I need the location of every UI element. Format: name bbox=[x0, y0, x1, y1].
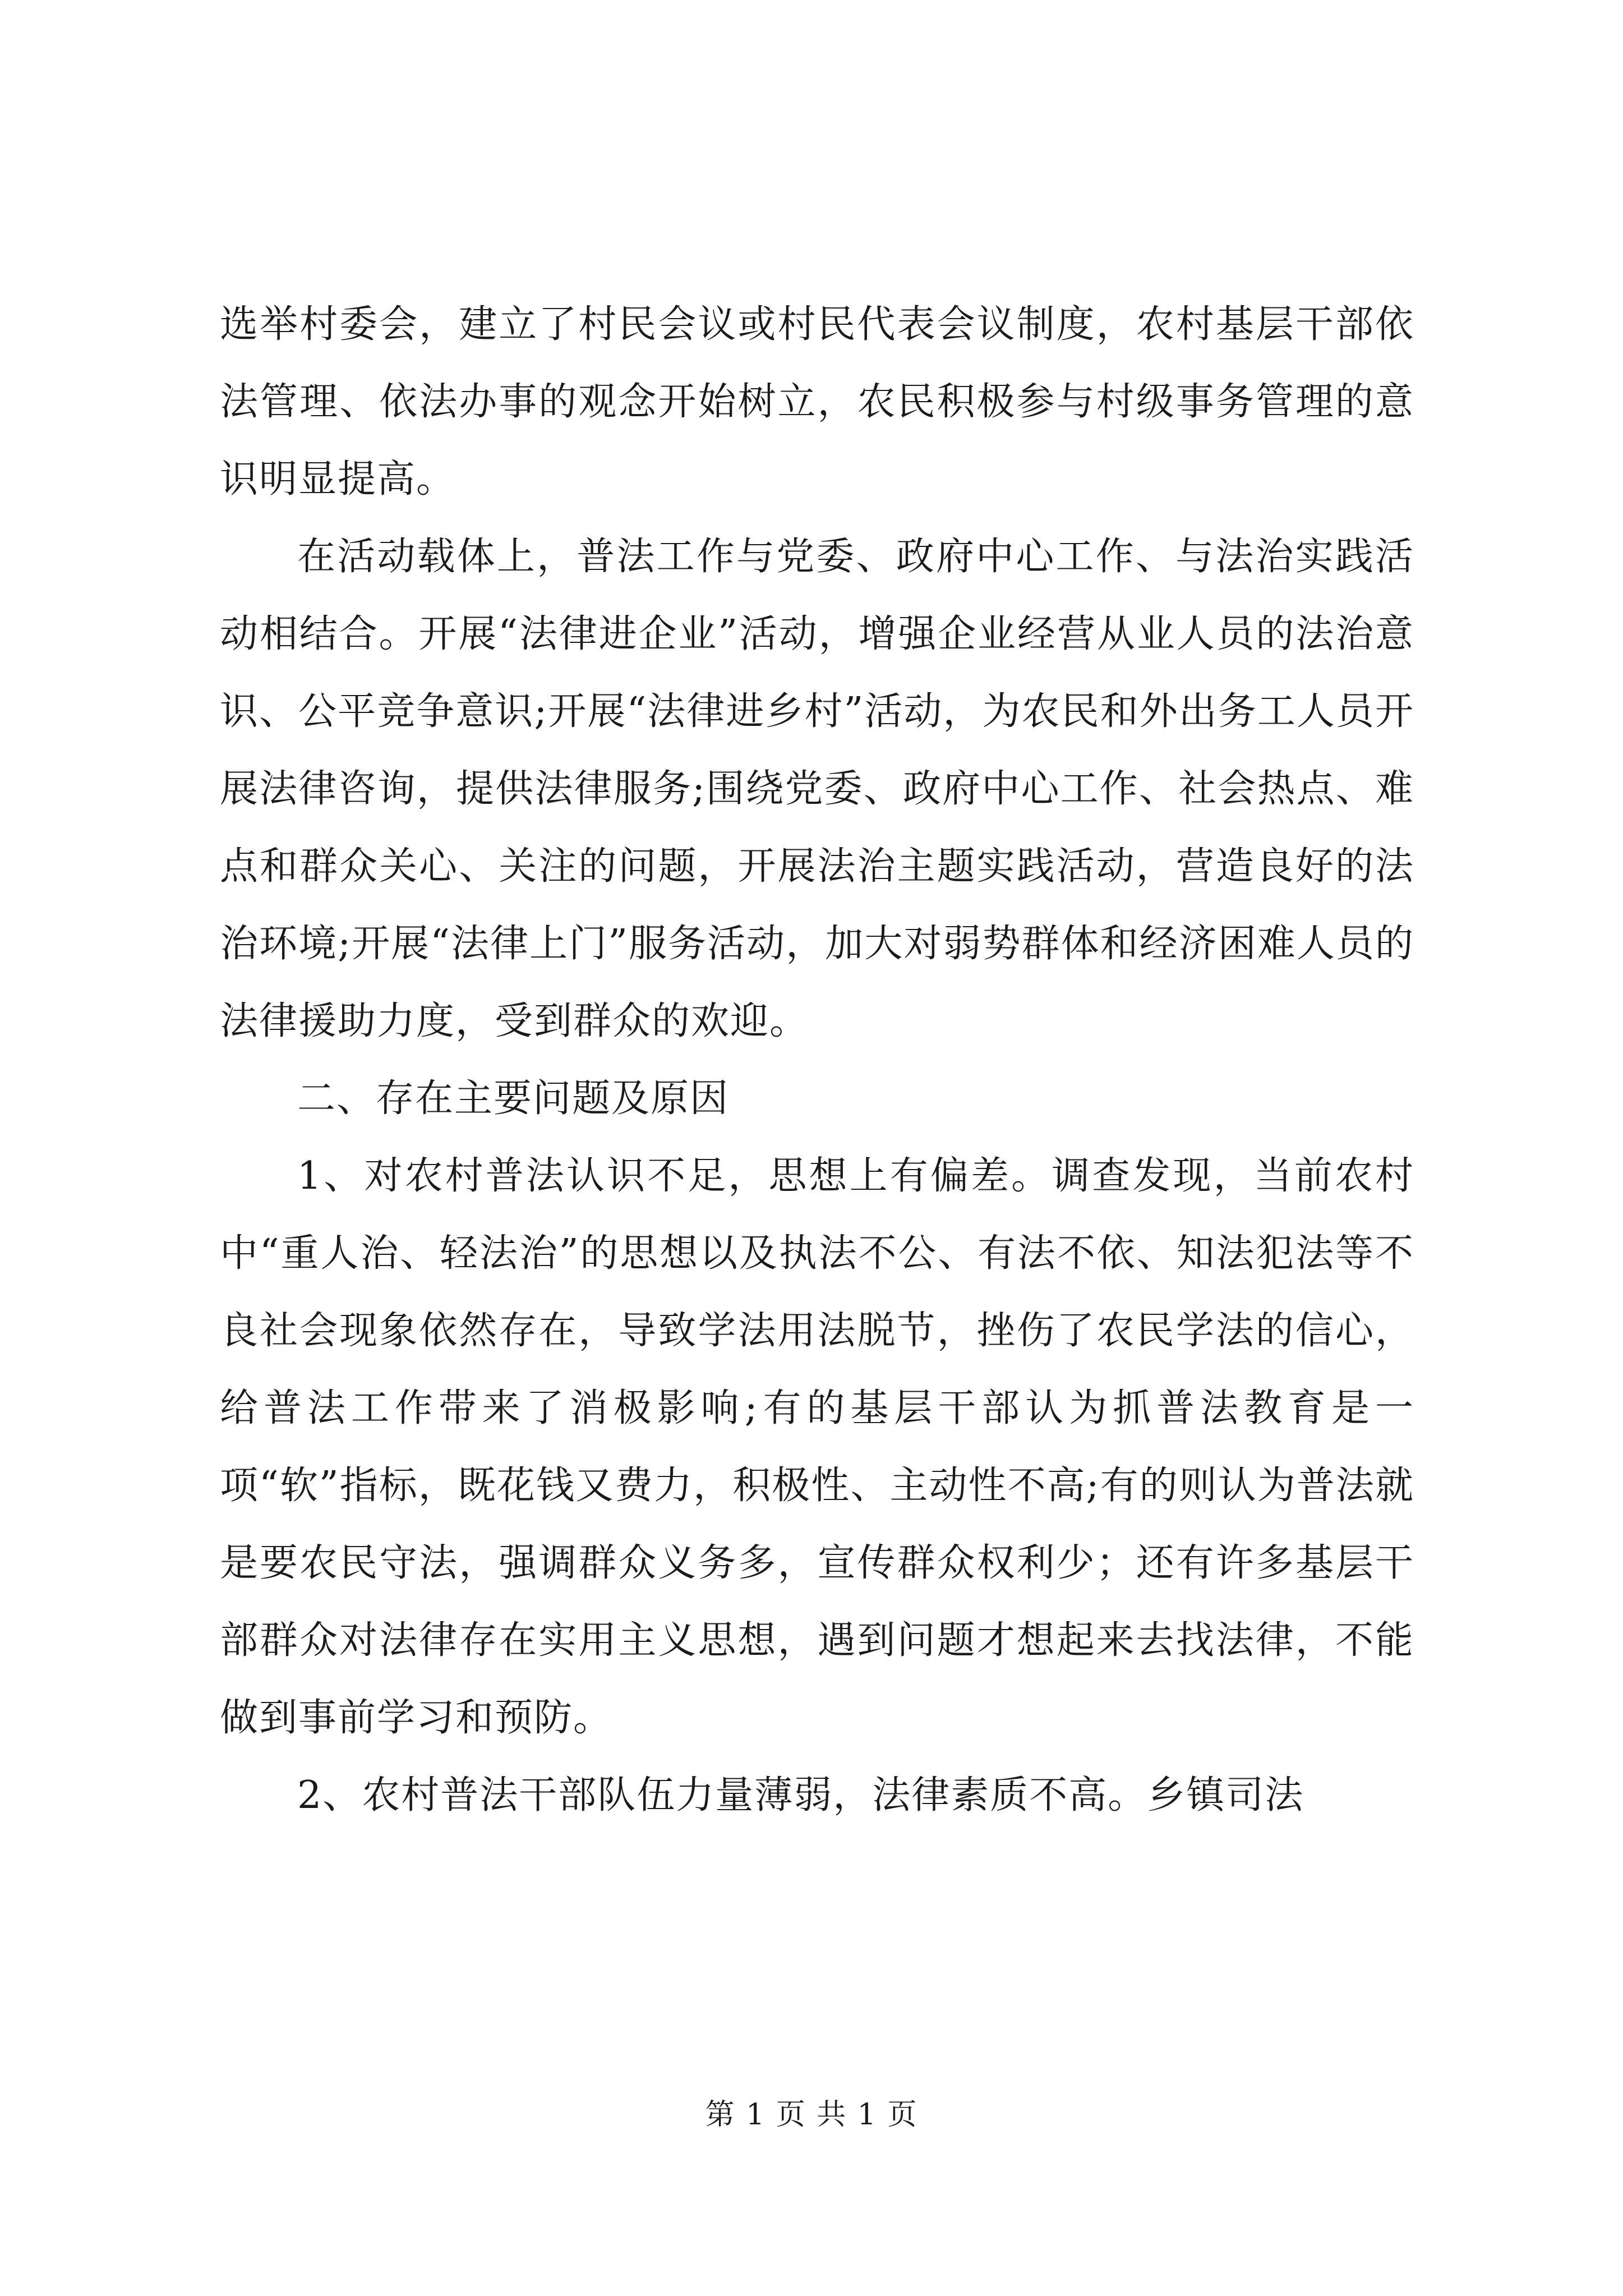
section-heading: 二、存在主要问题及原因 bbox=[297, 1076, 730, 1121]
page-footer: 第 1 页 共 1 页 bbox=[705, 2098, 918, 2132]
paragraph-4: 2、农村普法干部队伍力量薄弱，法律素质不高。乡镇司法 bbox=[297, 1773, 1304, 1818]
paragraph-1: 选举村委会，建立了村民会议或村民代表会议制度，农村基层干部依法管理、依法办事的观念开始树立，农民积极参与村级事务管理的意识明显提高。 bbox=[220, 302, 1414, 501]
paragraph-3: 1、对农村普法认识不足，思想上有偏差。调查发现，当前农村中“重人治、轻法治”的思想以及执法不公、有法不依、知法犯法等不良社会现象依然存在，导致学法用法脱节，挫伤了农民学法的信心，给普法工作带来了消极影响;有的基层干部认为抓普法教育是一项“软”指标，既花钱又费力，积极性、主动性不高;有的则认为普法就是要农民守法，强调群众义务多，宣传群众权利少；还有许多基层干部群众对法律存在实用主义思想，遇到问题才想起来去找法律，不能做到事前学习和预防。 bbox=[220, 1154, 1414, 1740]
paragraph-2: 在活动载体上，普法工作与党委、政府中心工作、与法治实践活动相结合。开展“法律进企业”活动，增强企业经营从业人员的法治意识、公平竞争意识;开展“法律进乡村”活动，为农民和外出务工人员开展法律咨询，提供法律服务;围绕党委、政府中心工作、社会热点、难点和群众关心、关注的问题，开展法治主题实践活动，营造良好的法治环境;开展“法律上门”服务活动，加大对弱势群体和经济困难人员的法律援助力度，受到群众的欢迎。 bbox=[220, 535, 1414, 1043]
document-body bbox=[220, 286, 1414, 1834]
